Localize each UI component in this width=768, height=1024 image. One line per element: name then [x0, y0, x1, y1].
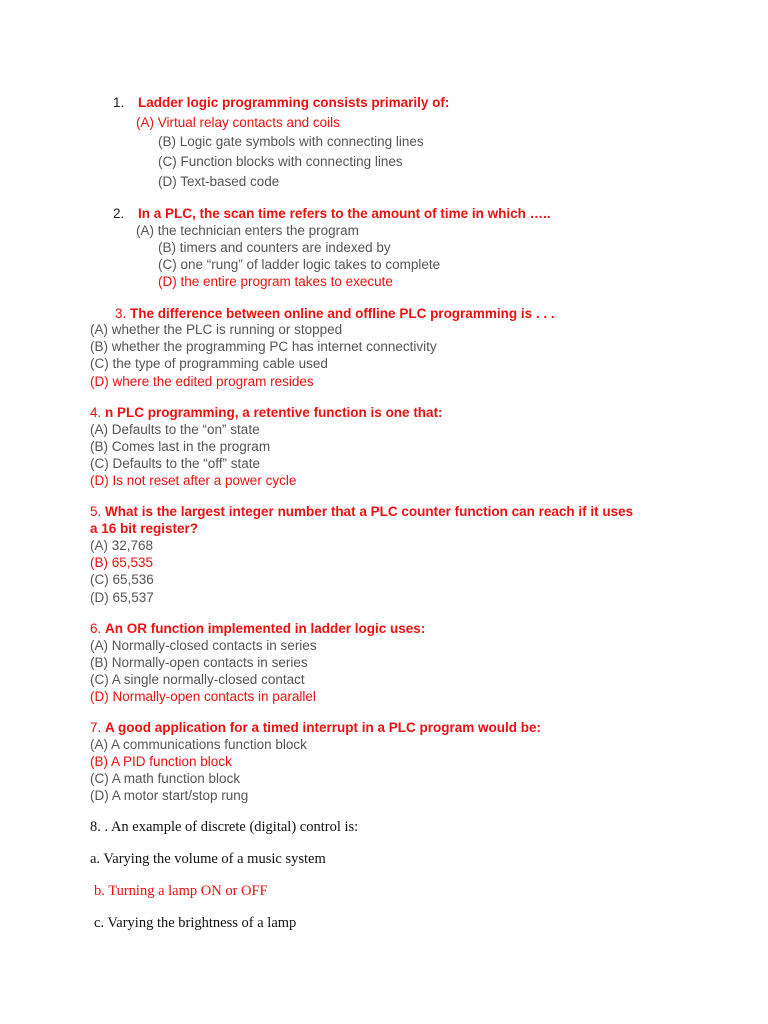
question-number: 7. — [90, 720, 102, 735]
question-text: In a PLC, the scan time refers to the amount of time in which ….. — [138, 206, 551, 221]
q7-option-d: (D) A motor start/stop rung — [90, 788, 249, 803]
q6-option-c: (C) A single normally-closed contact — [90, 672, 305, 687]
q5-option-b: (B) 65,535 — [90, 555, 154, 570]
question-5-text-cont: a 16 bit register? — [90, 521, 199, 536]
q4-option-c: (C) Defaults to the “off” state — [90, 456, 261, 471]
question-text: What is the largest integer number that a PLC counter function can reach if it uses — [105, 504, 634, 519]
q2-option-d: (D) the entire program takes to execute — [158, 274, 393, 289]
q2-option-c: (C) one “rung” of ladder logic takes to complete — [158, 257, 441, 272]
question-text: A good application for a timed interrupt in a PLC program would be: — [105, 720, 542, 735]
q7-option-a: (A) A communications function block — [90, 737, 307, 752]
question-number: 4. — [90, 405, 102, 420]
q4-option-a: (A) Defaults to the “on” state — [90, 422, 260, 437]
question-number: 6. — [90, 621, 102, 636]
q8-option-a: a. Varying the volume of a music system — [90, 851, 326, 867]
q5-option-a: (A) 32,768 — [90, 538, 154, 553]
q1-option-b: (B) Logic gate symbols with connecting lines — [158, 134, 424, 149]
question-text: The difference between online and offline PLC programming is . . . — [130, 306, 555, 321]
q4-option-b: (B) Comes last in the program — [90, 439, 271, 454]
question-text: An OR function implemented in ladder logic uses: — [105, 621, 426, 636]
q4-option-d: (D) Is not reset after a power cycle — [90, 473, 297, 488]
question-number: 5. — [90, 504, 102, 519]
question-2 — [113, 205, 551, 222]
q5-option-d: (D) 65,537 — [90, 590, 154, 605]
question-6 — [90, 620, 425, 637]
question-number: 2. — [113, 206, 125, 221]
question-8 — [90, 819, 358, 836]
q8-option-c: c. Varying the brightness of a lamp — [94, 915, 297, 931]
q5-option-c: (C) 65,536 — [90, 572, 154, 587]
q1-option-c: (C) Function blocks with connecting lines — [158, 154, 403, 169]
question-1 — [113, 94, 449, 111]
question-text: . An example of discrete (digital) control is: — [104, 819, 359, 835]
q6-option-d: (D) Normally-open contacts in parallel — [90, 689, 316, 704]
question-text: n PLC programming, a retentive function is one that: — [105, 405, 443, 420]
question-5 — [90, 503, 633, 520]
q3-option-a: (A) whether the PLC is running or stopped — [90, 322, 343, 337]
q6-option-a: (A) Normally-closed contacts in series — [90, 638, 317, 653]
question-number: 3. — [115, 306, 127, 321]
q8-option-b: b. Turning a lamp ON or OFF — [94, 883, 268, 899]
q3-option-b: (B) whether the programming PC has internet connectivity — [90, 339, 437, 354]
question-text: Ladder logic programming consists primarily of: — [138, 95, 450, 110]
q7-option-b: (B) A PID function block — [90, 754, 232, 769]
q2-option-a: (A) the technician enters the program — [136, 223, 359, 238]
question-7 — [90, 719, 541, 736]
q7-option-c: (C) A math function block — [90, 771, 241, 786]
question-number: 1. — [113, 95, 125, 110]
question-number: 8. — [90, 819, 101, 835]
q1-option-a: (A) Virtual relay contacts and coils — [136, 115, 340, 130]
question-3 — [115, 305, 555, 322]
q3-option-c: (C) the type of programming cable used — [90, 356, 328, 371]
q1-option-d: (D) Text-based code — [158, 174, 280, 189]
q3-option-d: (D) where the edited program resides — [90, 374, 314, 389]
question-4 — [90, 404, 443, 421]
q2-option-b: (B) timers and counters are indexed by — [158, 240, 391, 255]
q6-option-b: (B) Normally-open contacts in series — [90, 655, 308, 670]
